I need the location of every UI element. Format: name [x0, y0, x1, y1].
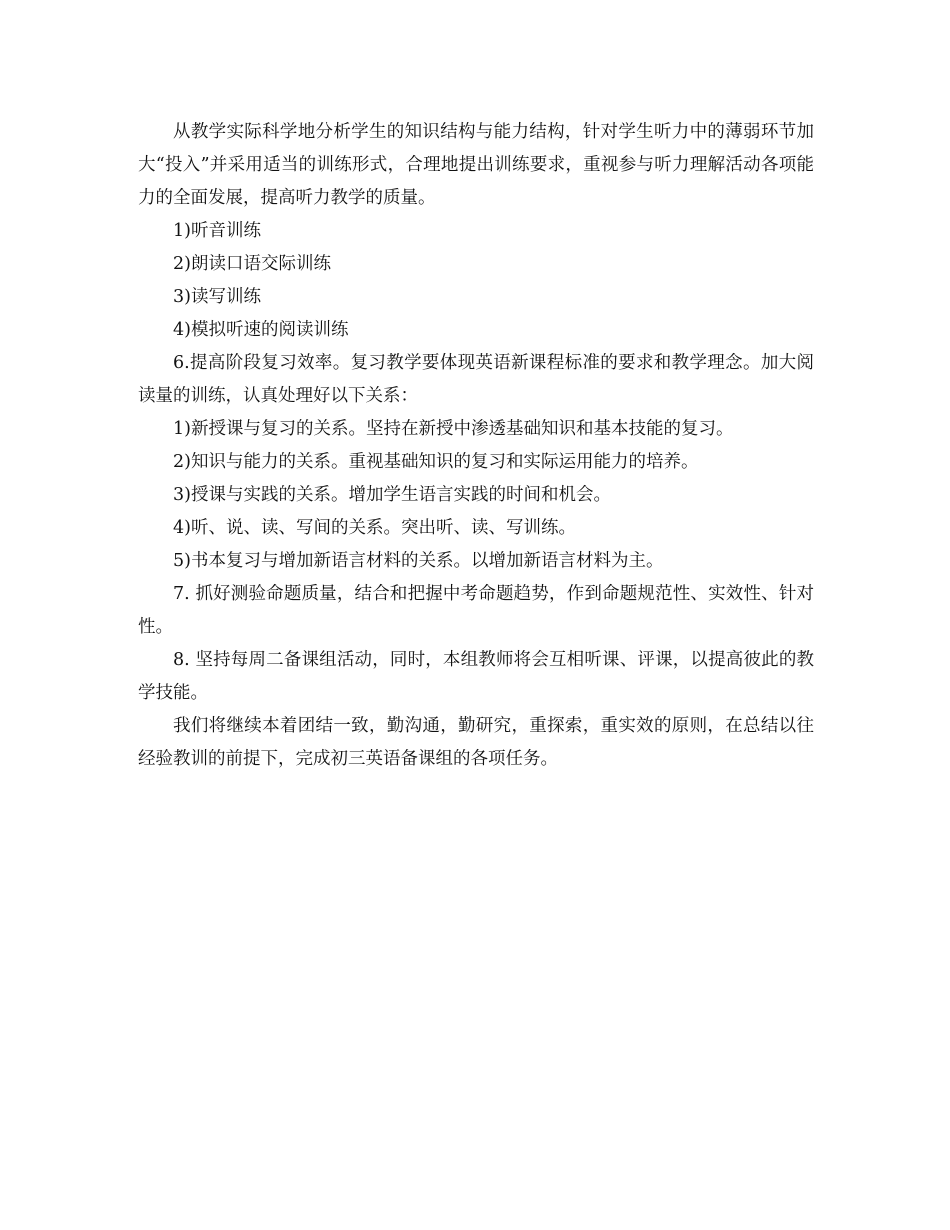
- paragraph-review-efficiency: 6.提高阶段复习效率。复习教学要体现英语新课程标准的要求和教学理念。加大阅读量的训练，认真处理好以下关系：: [138, 353, 814, 406]
- paragraph-test-quality: 7. 抓好测验命题质量，结合和把握中考命题趋势，作到命题规范性、实效性、针对性。: [138, 584, 814, 637]
- paragraph-weekly-activity: 8. 坚持每周二备课组活动，同时，本组教师将会互相听课、评课，以提高彼此的教学技能。: [138, 650, 814, 703]
- list-item-textbook-new-material: 5)书本复习与增加新语言材料的关系。以增加新语言材料为主。: [173, 551, 664, 571]
- list-item-reading-speaking-training: 2)朗读口语交际训练: [173, 254, 331, 274]
- paragraph-conclusion: 我们将继续本着团结一致，勤沟通，勤研究，重探索，重实效的原则，在总结以往经验教训的前提下，完成初三英语备课组的各项任务。: [138, 716, 814, 769]
- list-item-teaching-practice: 3)授课与实践的关系。增加学生语言实践的时间和机会。: [173, 485, 611, 505]
- list-item-new-lesson-review: 1)新授课与复习的关系。坚持在新授中渗透基础知识和基本技能的复习。: [173, 419, 734, 439]
- list-item-reading-writing-training: 3)读写训练: [173, 287, 261, 307]
- paragraph-listening-analysis: 从教学实际科学地分析学生的知识结构与能力结构，针对学生听力中的薄弱环节加大“投入”并采用适当的训练形式，合理地提出训练要求，重视参与听力理解活动各项能力的全面发展，提高听力教学的质量。: [138, 122, 814, 208]
- list-item-knowledge-ability: 2)知识与能力的关系。重视基础知识的复习和实际运用能力的培养。: [173, 452, 699, 472]
- list-item-four-skills: 4)听、说、读、写间的关系。突出听、读、写训练。: [173, 518, 576, 538]
- document-body: [138, 116, 814, 776]
- list-item-listening-training: 1)听音训练: [173, 221, 261, 241]
- list-item-simulated-reading-training: 4)模拟听速的阅读训练: [173, 320, 349, 340]
